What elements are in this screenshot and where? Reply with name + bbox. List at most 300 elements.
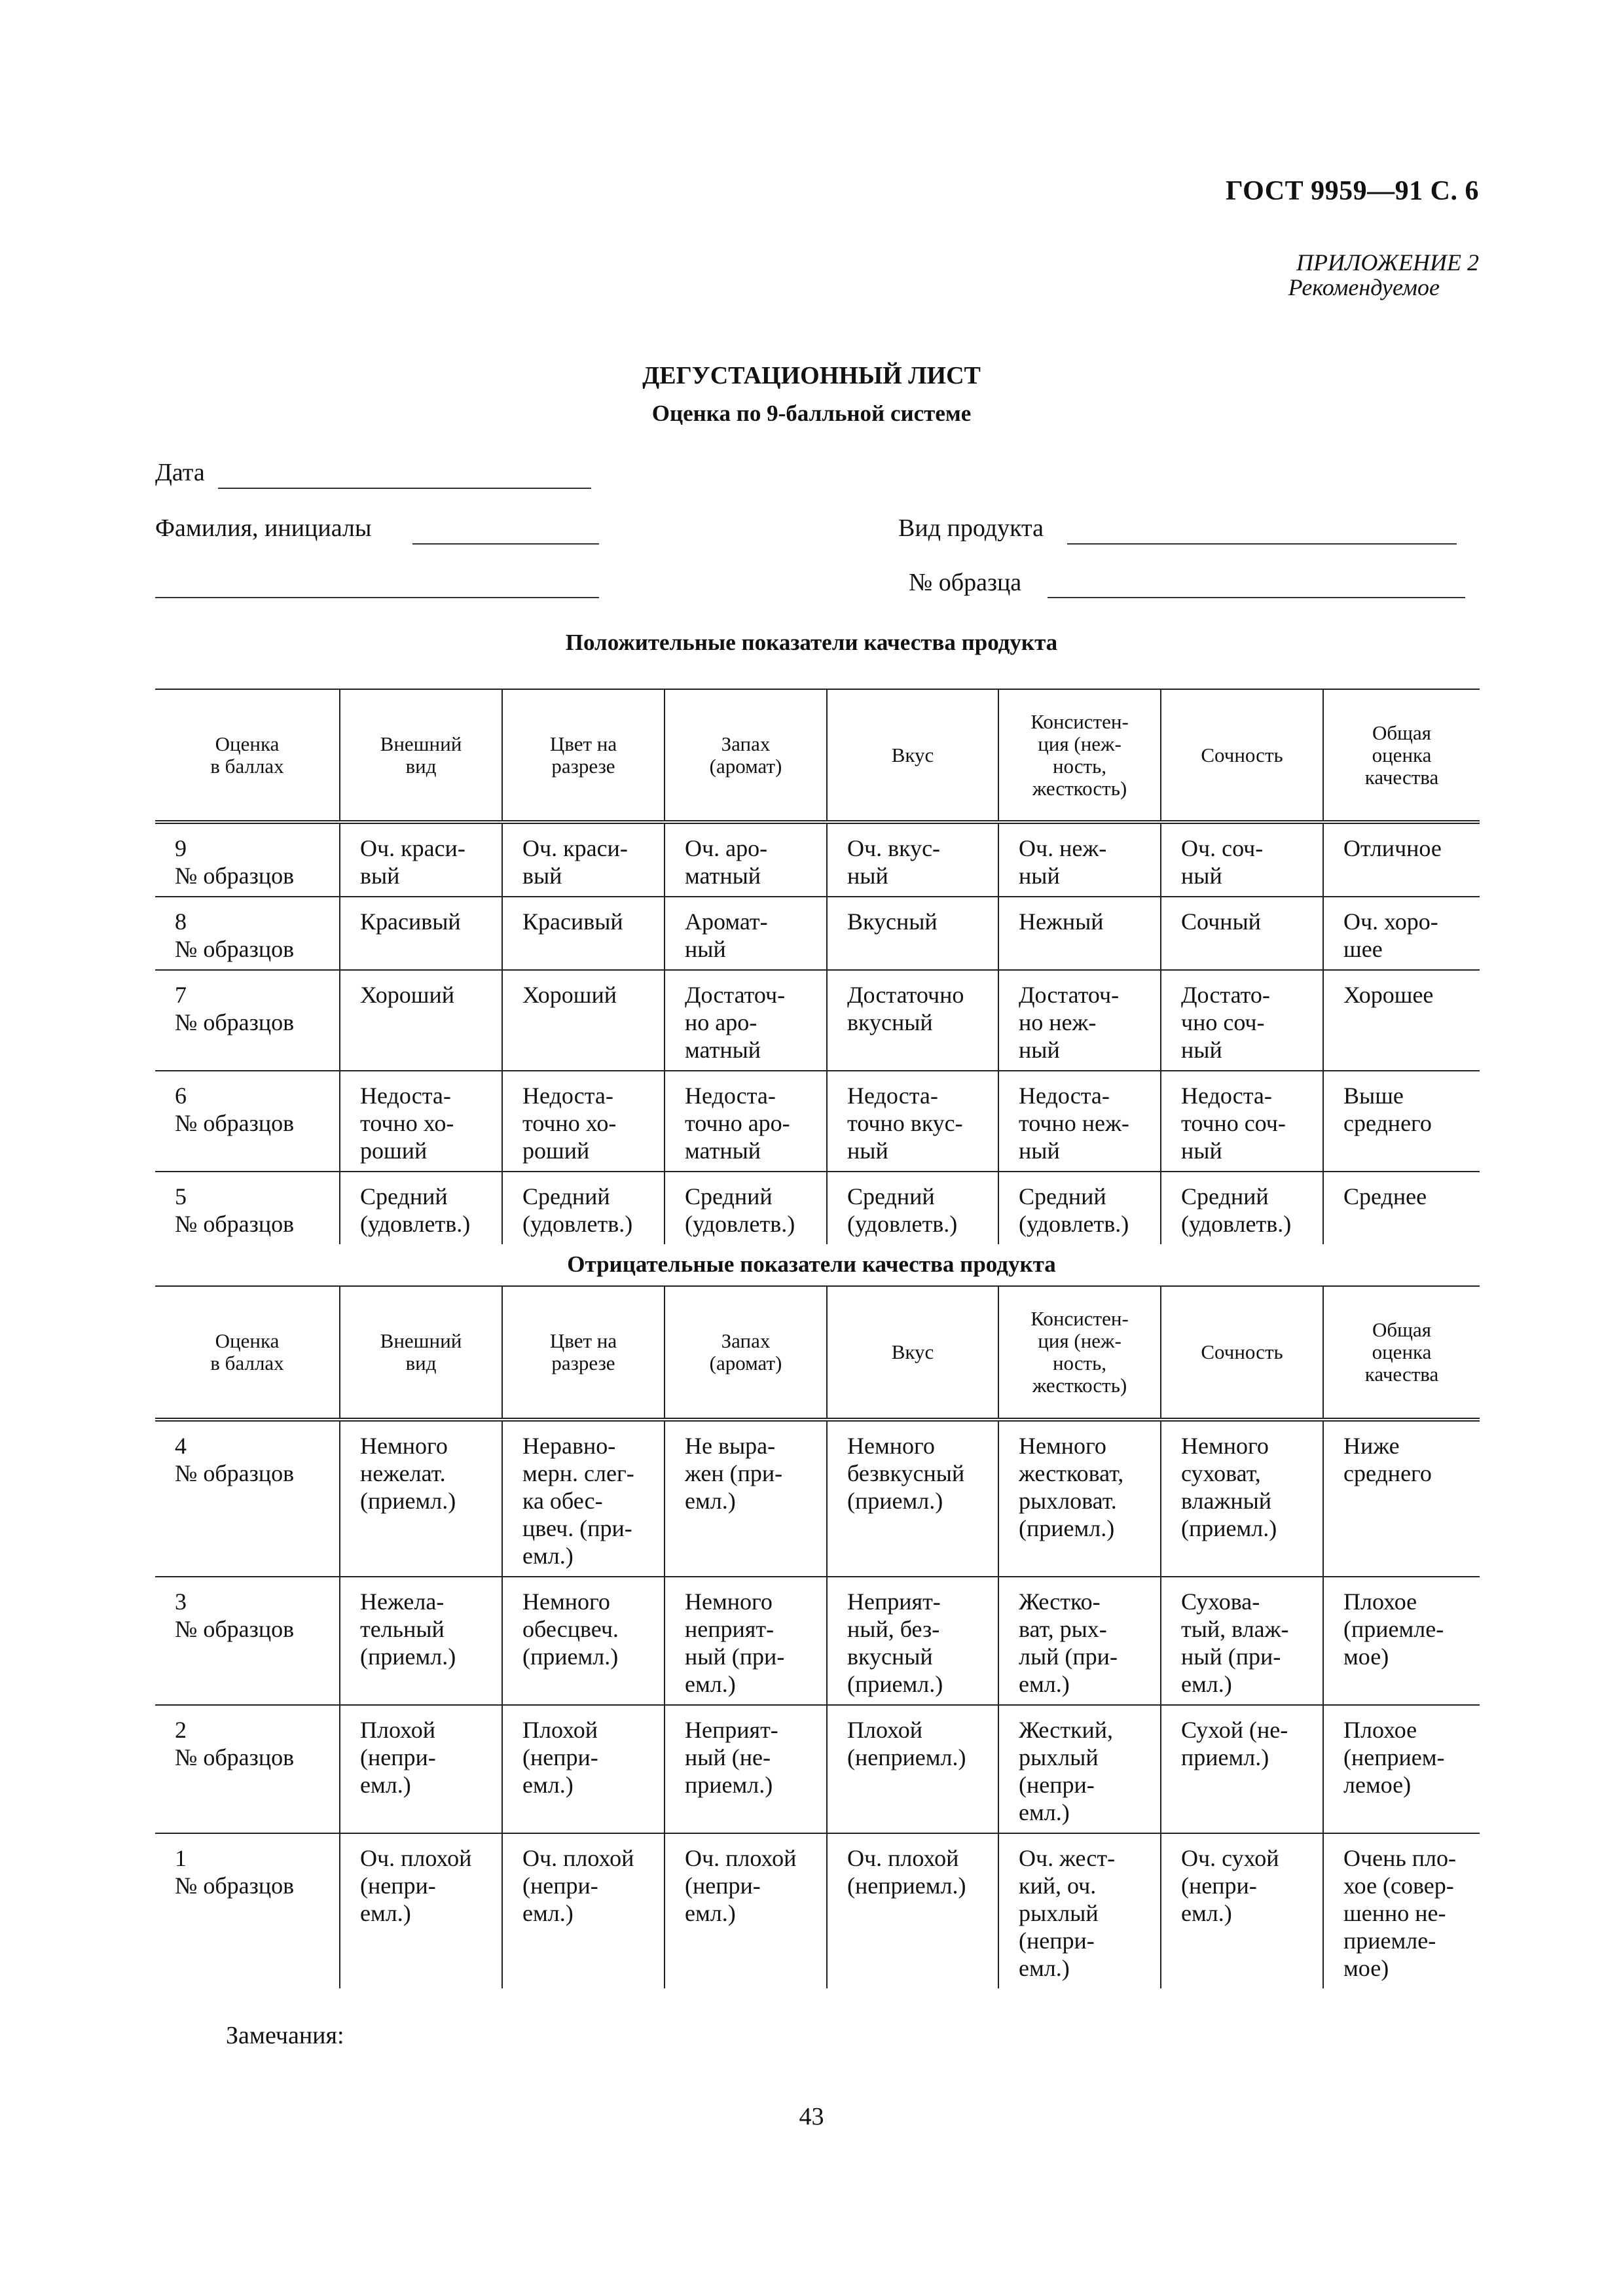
cell-text-line: приемл.) [685,1772,773,1798]
column-header [502,1286,665,1420]
cell-text-line: емл.) [522,1772,574,1798]
table-cell [340,1833,502,1988]
cell-text-line: (непри- [522,1873,598,1899]
cell-text-line: емл.) [360,1772,411,1798]
cell-text-line: Оч. плохой [685,1845,797,1871]
cell-text-line: Сочность [1201,1340,1283,1363]
cell-text-line: ция (неж- [1038,1329,1122,1352]
name-label: Фамилия, инициалы [155,514,372,542]
cell-text-line: (неприемл.) [847,1744,966,1770]
positive-section-heading: Положительные показатели качества продукта [565,630,1058,655]
cell-text-line: Достато- [1181,982,1270,1008]
cell-text-line: Хороший [360,982,454,1008]
cell-text-line: ность, [1052,1352,1107,1374]
cell-text-line: (приемл.) [522,1643,619,1670]
document-code: ГОСТ 9959—91 С. 6 [1225,176,1479,206]
table-cell [502,1172,665,1244]
cell-text-line: Плохой [847,1717,922,1743]
table-row [155,1833,1480,1988]
cell-text-line: Оч. плохой [847,1845,959,1871]
cell-text-line: ват, рых- [1019,1616,1107,1642]
cell-text-line: Оч. жест- [1019,1845,1116,1871]
cell-text-line: ный (при- [1181,1643,1281,1670]
table-row [155,1071,1480,1172]
cell-text-line: чно соч- [1181,1009,1265,1035]
cell-text-line: № образцов [175,863,295,889]
cell-text-line: Общая [1372,721,1432,744]
cell-text-line: но неж- [1019,1009,1097,1035]
cell-text-line: среднего [1343,1110,1432,1136]
cell-text-line: ный [1019,1138,1060,1164]
table-cell [665,1071,827,1172]
cell-text-line: Немного [522,1588,610,1615]
cell-text-line: (непри- [522,1744,598,1770]
cell-text-line: Недоста- [847,1083,938,1109]
column-header [1161,689,1323,822]
cell-text-line: ный, без- [847,1616,940,1642]
column-header [502,689,665,822]
form-title: ДЕГУСТАЦИОННЫЙ ЛИСТ [642,362,981,389]
cell-text-line: (неприемл.) [847,1873,966,1899]
date-field[interactable] [218,488,591,489]
score-cell [155,1172,340,1244]
cell-text-line: ный [1181,1037,1222,1063]
cell-text-line: Оч. сухой [1181,1845,1279,1871]
cell-text-line: Вкус [891,1340,934,1363]
cell-text-line: Немного [1019,1433,1106,1459]
cell-text-line: (удовлетв.) [685,1211,795,1237]
cell-text-line: (аромат) [709,754,782,778]
table-cell [1161,1833,1323,1988]
cell-text-line: емл.) [1181,1900,1232,1926]
table-cell [340,1071,502,1172]
cell-text-line: Оч. краси- [522,835,628,861]
cell-text-line: неприят- [685,1616,775,1642]
table-row [155,1705,1480,1833]
cell-text-line: № образцов [175,1744,295,1770]
cell-text-line: 7 [175,982,187,1008]
table-cell [1323,822,1480,897]
cell-text-line: емл.) [1181,1671,1232,1697]
cell-text-line: тый, влаж- [1181,1616,1289,1642]
table-cell [665,1577,827,1705]
cell-text-line: но аро- [685,1009,757,1035]
column-header [155,689,340,822]
cell-text-line: лый (при- [1019,1643,1118,1670]
cell-text-line: Ниже [1343,1433,1400,1459]
cell-text-line: Средний [1019,1183,1106,1210]
table-cell [827,1577,998,1705]
cell-text-line: Плохое [1343,1717,1417,1743]
cell-text-line: Немного [685,1588,773,1615]
table-cell [827,822,998,897]
cell-text-line: жен (при- [685,1460,783,1486]
cell-text-line: Неприят- [847,1588,941,1615]
cell-text-line: Недоста- [360,1083,451,1109]
column-header [1323,1286,1480,1420]
negative-section-heading: Отрицательные показатели качества продукта [567,1251,1056,1277]
sample-field[interactable] [1048,597,1465,598]
column-header [827,689,998,822]
cell-text-line: емл.) [522,1543,574,1569]
table-cell [340,822,502,897]
cell-text-line: Аромат- [685,908,768,935]
cell-text-line: ный [1181,863,1222,889]
cell-text-line: (приемл.) [1181,1515,1277,1541]
cell-text-line: оценка [1372,743,1432,766]
table-cell [502,1071,665,1172]
cell-text-line: (неприем- [1343,1744,1445,1770]
cell-text-line: Отличное [1343,835,1442,861]
cell-text-line: емл.) [360,1900,411,1926]
remarks-label: Замечания: [226,2022,344,2049]
table-cell [340,1172,502,1244]
cell-text-line: емл.) [1019,1799,1070,1825]
cell-text-line: Сухой (не- [1181,1717,1288,1743]
cell-text-line: № образцов [175,1460,295,1486]
table-cell [998,1705,1161,1833]
name-field[interactable] [412,543,599,545]
form-subtitle: Оценка по 9-балльной системе [651,401,972,426]
cell-text-line: ный (при- [685,1643,785,1670]
column-header [1323,689,1480,822]
table-cell [502,1420,665,1577]
cell-text-line: (приемл.) [1019,1515,1115,1541]
table-cell [665,897,827,970]
cell-text-line: Сухова- [1181,1588,1260,1615]
table-row [155,1172,1480,1244]
cell-text-line: Внешний [380,732,462,755]
cell-text-line: роший [522,1138,590,1164]
cell-text-line: Жесткий, [1019,1717,1114,1743]
score-cell [155,1705,340,1833]
cell-text-line: (непри- [1019,1772,1095,1798]
cell-text-line: Запах [721,732,771,755]
cell-text-line: (приемл.) [847,1488,943,1514]
cell-text-line: № образцов [175,1873,295,1899]
date-label: Дата [155,459,205,486]
cell-text-line: Оч. соч- [1181,835,1264,861]
table-cell [827,1705,998,1833]
score-cell [155,897,340,970]
score-cell [155,1577,340,1705]
cell-text-line: тельный [360,1616,445,1642]
cell-text-line: ный [1019,1037,1060,1063]
cell-text-line: вид [405,754,437,778]
cell-text-line: Запах [721,1329,771,1352]
cell-text-line: Неприят- [685,1717,778,1743]
cell-text-line: ность, [1052,754,1107,778]
cell-text-line: Среднее [1343,1183,1427,1210]
score-cell [155,1420,340,1577]
cell-text-line: Плохой [360,1717,435,1743]
table-cell [998,970,1161,1071]
cell-text-line: вид [405,1352,437,1374]
cell-text-line: (удовлетв.) [847,1211,958,1237]
cell-text-line: рыхлый [1019,1744,1099,1770]
cell-text-line: мое) [1343,1643,1389,1670]
table-header-row [155,1286,1480,1420]
cell-text-line: (непри- [685,1873,761,1899]
cell-text-line: Внешний [380,1329,462,1352]
cell-text-line: Сочность [1201,743,1283,766]
score-cell [155,1833,340,1988]
appendix-status: Рекомендуемое [1288,274,1440,300]
table-cell [502,970,665,1071]
cell-text-line: (удовлетв.) [1019,1211,1129,1237]
cell-text-line: Оч. краси- [360,835,465,861]
cell-text-line: емл.) [1019,1955,1070,1981]
table-cell [665,1833,827,1988]
cell-text-line: № образцов [175,1009,295,1035]
cell-text-line: № образцов [175,1211,295,1237]
cell-text-line: точно хо- [522,1110,617,1136]
cell-text-line: Недоста- [1019,1083,1110,1109]
cell-text-line: влажный [1181,1488,1272,1514]
table-cell [998,1420,1161,1577]
table-cell [998,1577,1161,1705]
score-cell [155,1071,340,1172]
score-cell [155,970,340,1071]
cell-text-line: шее [1343,936,1383,962]
cell-text-line: Недоста- [1181,1083,1272,1109]
cell-text-line: емл.) [685,1671,736,1697]
cell-text-line: 6 [175,1083,187,1109]
cell-text-line: безвкусный [847,1460,965,1486]
cell-text-line: Нежела- [360,1588,445,1615]
table-cell [998,897,1161,970]
cell-text-line: качества [1364,1363,1439,1386]
cell-text-line: разрезе [551,1352,615,1374]
table-cell [1323,970,1480,1071]
table-cell [1323,1705,1480,1833]
cell-text-line: качества [1364,765,1439,789]
cell-text-line: емл.) [522,1900,574,1926]
cell-text-line: вый [522,863,562,889]
cell-text-line: суховат, [1181,1460,1261,1486]
table-cell [502,1833,665,1988]
cell-text-line: 5 [175,1183,187,1210]
cell-text-line: (приемле- [1343,1616,1444,1642]
cell-text-line: № образцов [175,936,295,962]
score-cell [155,822,340,897]
table-cell [827,1172,998,1244]
cell-text-line: Не выра- [685,1433,776,1459]
table-row [155,822,1480,897]
cell-text-line: Хорошее [1343,982,1434,1008]
cell-text-line: вый [360,863,400,889]
negative-indicators-table [155,1285,1480,1988]
table-cell [1323,1833,1480,1988]
column-header [665,1286,827,1420]
cell-text-line: Хороший [522,982,617,1008]
cell-text-line: Очень пло- [1343,1845,1456,1871]
table-row [155,970,1480,1071]
cell-text-line: точно аро- [685,1110,790,1136]
cell-text-line: Неравно- [522,1433,616,1459]
column-header [998,689,1161,822]
cell-text-line: Красивый [522,908,623,935]
column-header [340,1286,502,1420]
appendix-label: ПРИЛОЖЕНИЕ 2 [1296,249,1479,276]
cell-text-line: № образцов [175,1616,295,1642]
cell-text-line: матный [685,1037,761,1063]
table-cell [665,1172,827,1244]
cell-text-line: Оч. аро- [685,835,768,861]
cell-text-line: 2 [175,1717,187,1743]
cell-text-line: Недоста- [685,1083,776,1109]
table-cell [340,1420,502,1577]
cell-text-line: Средний [522,1183,610,1210]
cell-text-line: Выше [1343,1083,1404,1109]
cell-text-line: 3 [175,1588,187,1615]
table-cell [1161,1071,1323,1172]
cell-text-line: Консистен- [1030,1307,1129,1330]
cell-text-line: мерн. слег- [522,1460,634,1486]
table-cell [1161,1420,1323,1577]
table-body [155,822,1480,1244]
cell-text-line: ный [1019,863,1060,889]
cell-text-line: вкусный [847,1009,933,1035]
table-cell [340,1577,502,1705]
table-cell [998,1172,1161,1244]
table-cell [827,1420,998,1577]
table-cell [998,822,1161,897]
table-cell [998,1071,1161,1172]
table-cell [502,897,665,970]
cell-text-line: (непри- [360,1873,436,1899]
cell-text-line: жестковат, [1019,1460,1124,1486]
table-cell [340,897,502,970]
cell-text-line: жесткость) [1032,776,1127,800]
cell-text-line: рыхлый [1019,1900,1099,1926]
cell-text-line: Оч. вкус- [847,835,941,861]
cell-text-line: ка обес- [522,1488,603,1514]
cell-text-line: Консистен- [1030,709,1129,733]
cell-text-line: Сочный [1181,908,1261,935]
cell-text-line: Цвет на [549,732,617,755]
cell-text-line: ный (не- [685,1744,771,1770]
table-cell [1161,822,1323,897]
cell-text-line: оценка [1372,1340,1432,1363]
product-label: Вид продукта [898,514,1044,542]
column-header [827,1286,998,1420]
cell-text-line: Плохое [1343,1588,1417,1615]
cell-text-line: лемое) [1343,1772,1412,1798]
table-cell [502,1705,665,1833]
cell-text-line: жесткость) [1032,1374,1127,1397]
cell-text-line: (аромат) [709,1352,782,1374]
table-cell [665,1420,827,1577]
cell-text-line: приемл.) [1181,1744,1269,1770]
cell-text-line: точно вкус- [847,1110,963,1136]
cell-text-line: Цвет на [549,1329,617,1352]
cell-text-line: матный [685,1138,761,1164]
cell-text-line: вкусный [847,1643,933,1670]
cell-text-line: 9 [175,835,187,861]
table-cell [1323,1420,1480,1577]
cell-text-line: мое) [1343,1955,1389,1981]
cell-text-line: точно хо- [360,1110,454,1136]
cell-text-line: Оч. неж- [1019,835,1107,861]
table-cell [1161,1577,1323,1705]
cell-text-line: роший [360,1138,428,1164]
column-header [1161,1286,1323,1420]
cell-text-line: приемле- [1343,1928,1436,1954]
cell-text-line: ный [847,863,888,889]
product-field[interactable] [1067,543,1457,545]
cell-text-line: Плохой [522,1717,598,1743]
table-cell [502,822,665,897]
cell-text-line: Достаточно [847,982,964,1008]
cell-text-line: Вкусный [847,908,938,935]
cell-text-line: кий, оч. [1019,1873,1097,1899]
table-cell [340,970,502,1071]
name-field-continuation[interactable] [155,597,599,598]
cell-text-line: матный [685,863,761,889]
table-cell [827,970,998,1071]
cell-text-line: емл.) [685,1488,736,1514]
column-header [340,689,502,822]
cell-text-line: 1 [175,1845,187,1871]
cell-text-line: емл.) [1019,1671,1070,1697]
table-cell [1161,970,1323,1071]
cell-text-line: точно соч- [1181,1110,1286,1136]
table-row [155,1577,1480,1705]
cell-text-line: (удовлетв.) [1181,1211,1292,1237]
table-cell [827,897,998,970]
cell-text-line: Вкус [891,743,934,766]
cell-text-line: ция (неж- [1038,732,1122,755]
cell-text-line: среднего [1343,1460,1432,1486]
cell-text-line: в баллах [210,754,284,778]
cell-text-line: (удовлетв.) [522,1211,633,1237]
table-cell [1323,897,1480,970]
cell-text-line: шенно не- [1343,1900,1446,1926]
cell-text-line: Немного [1181,1433,1269,1459]
cell-text-line: ный [847,1138,888,1164]
cell-text-line: разрезе [551,754,615,778]
table-cell [665,1705,827,1833]
column-header [998,1286,1161,1420]
cell-text-line: Средний [685,1183,773,1210]
cell-text-line: Средний [847,1183,935,1210]
cell-text-line: Достаточ- [685,982,786,1008]
cell-text-line: Оч. плохой [360,1845,472,1871]
cell-text-line: № образцов [175,1110,295,1136]
column-header [155,1286,340,1420]
table-body [155,1420,1480,1988]
cell-text-line: Средний [360,1183,448,1210]
cell-text-line: нежелат. [360,1460,446,1486]
table-row [155,1420,1480,1577]
sample-label: № образца [909,569,1022,596]
cell-text-line: рыхловат. [1019,1488,1117,1514]
cell-text-line: Общая [1372,1318,1432,1341]
table-cell [665,970,827,1071]
cell-text-line: емл.) [685,1900,736,1926]
cell-text-line: Оч. хоро- [1343,908,1438,935]
cell-text-line: цвеч. (при- [522,1515,632,1541]
table-cell [502,1577,665,1705]
cell-text-line: точно неж- [1019,1110,1129,1136]
cell-text-line: ный [1181,1138,1222,1164]
table-cell [1161,1172,1323,1244]
cell-text-line: обесцвеч. [522,1616,619,1642]
cell-text-line: 4 [175,1433,187,1459]
cell-text-line: Оч. плохой [522,1845,634,1871]
table-cell [827,1071,998,1172]
